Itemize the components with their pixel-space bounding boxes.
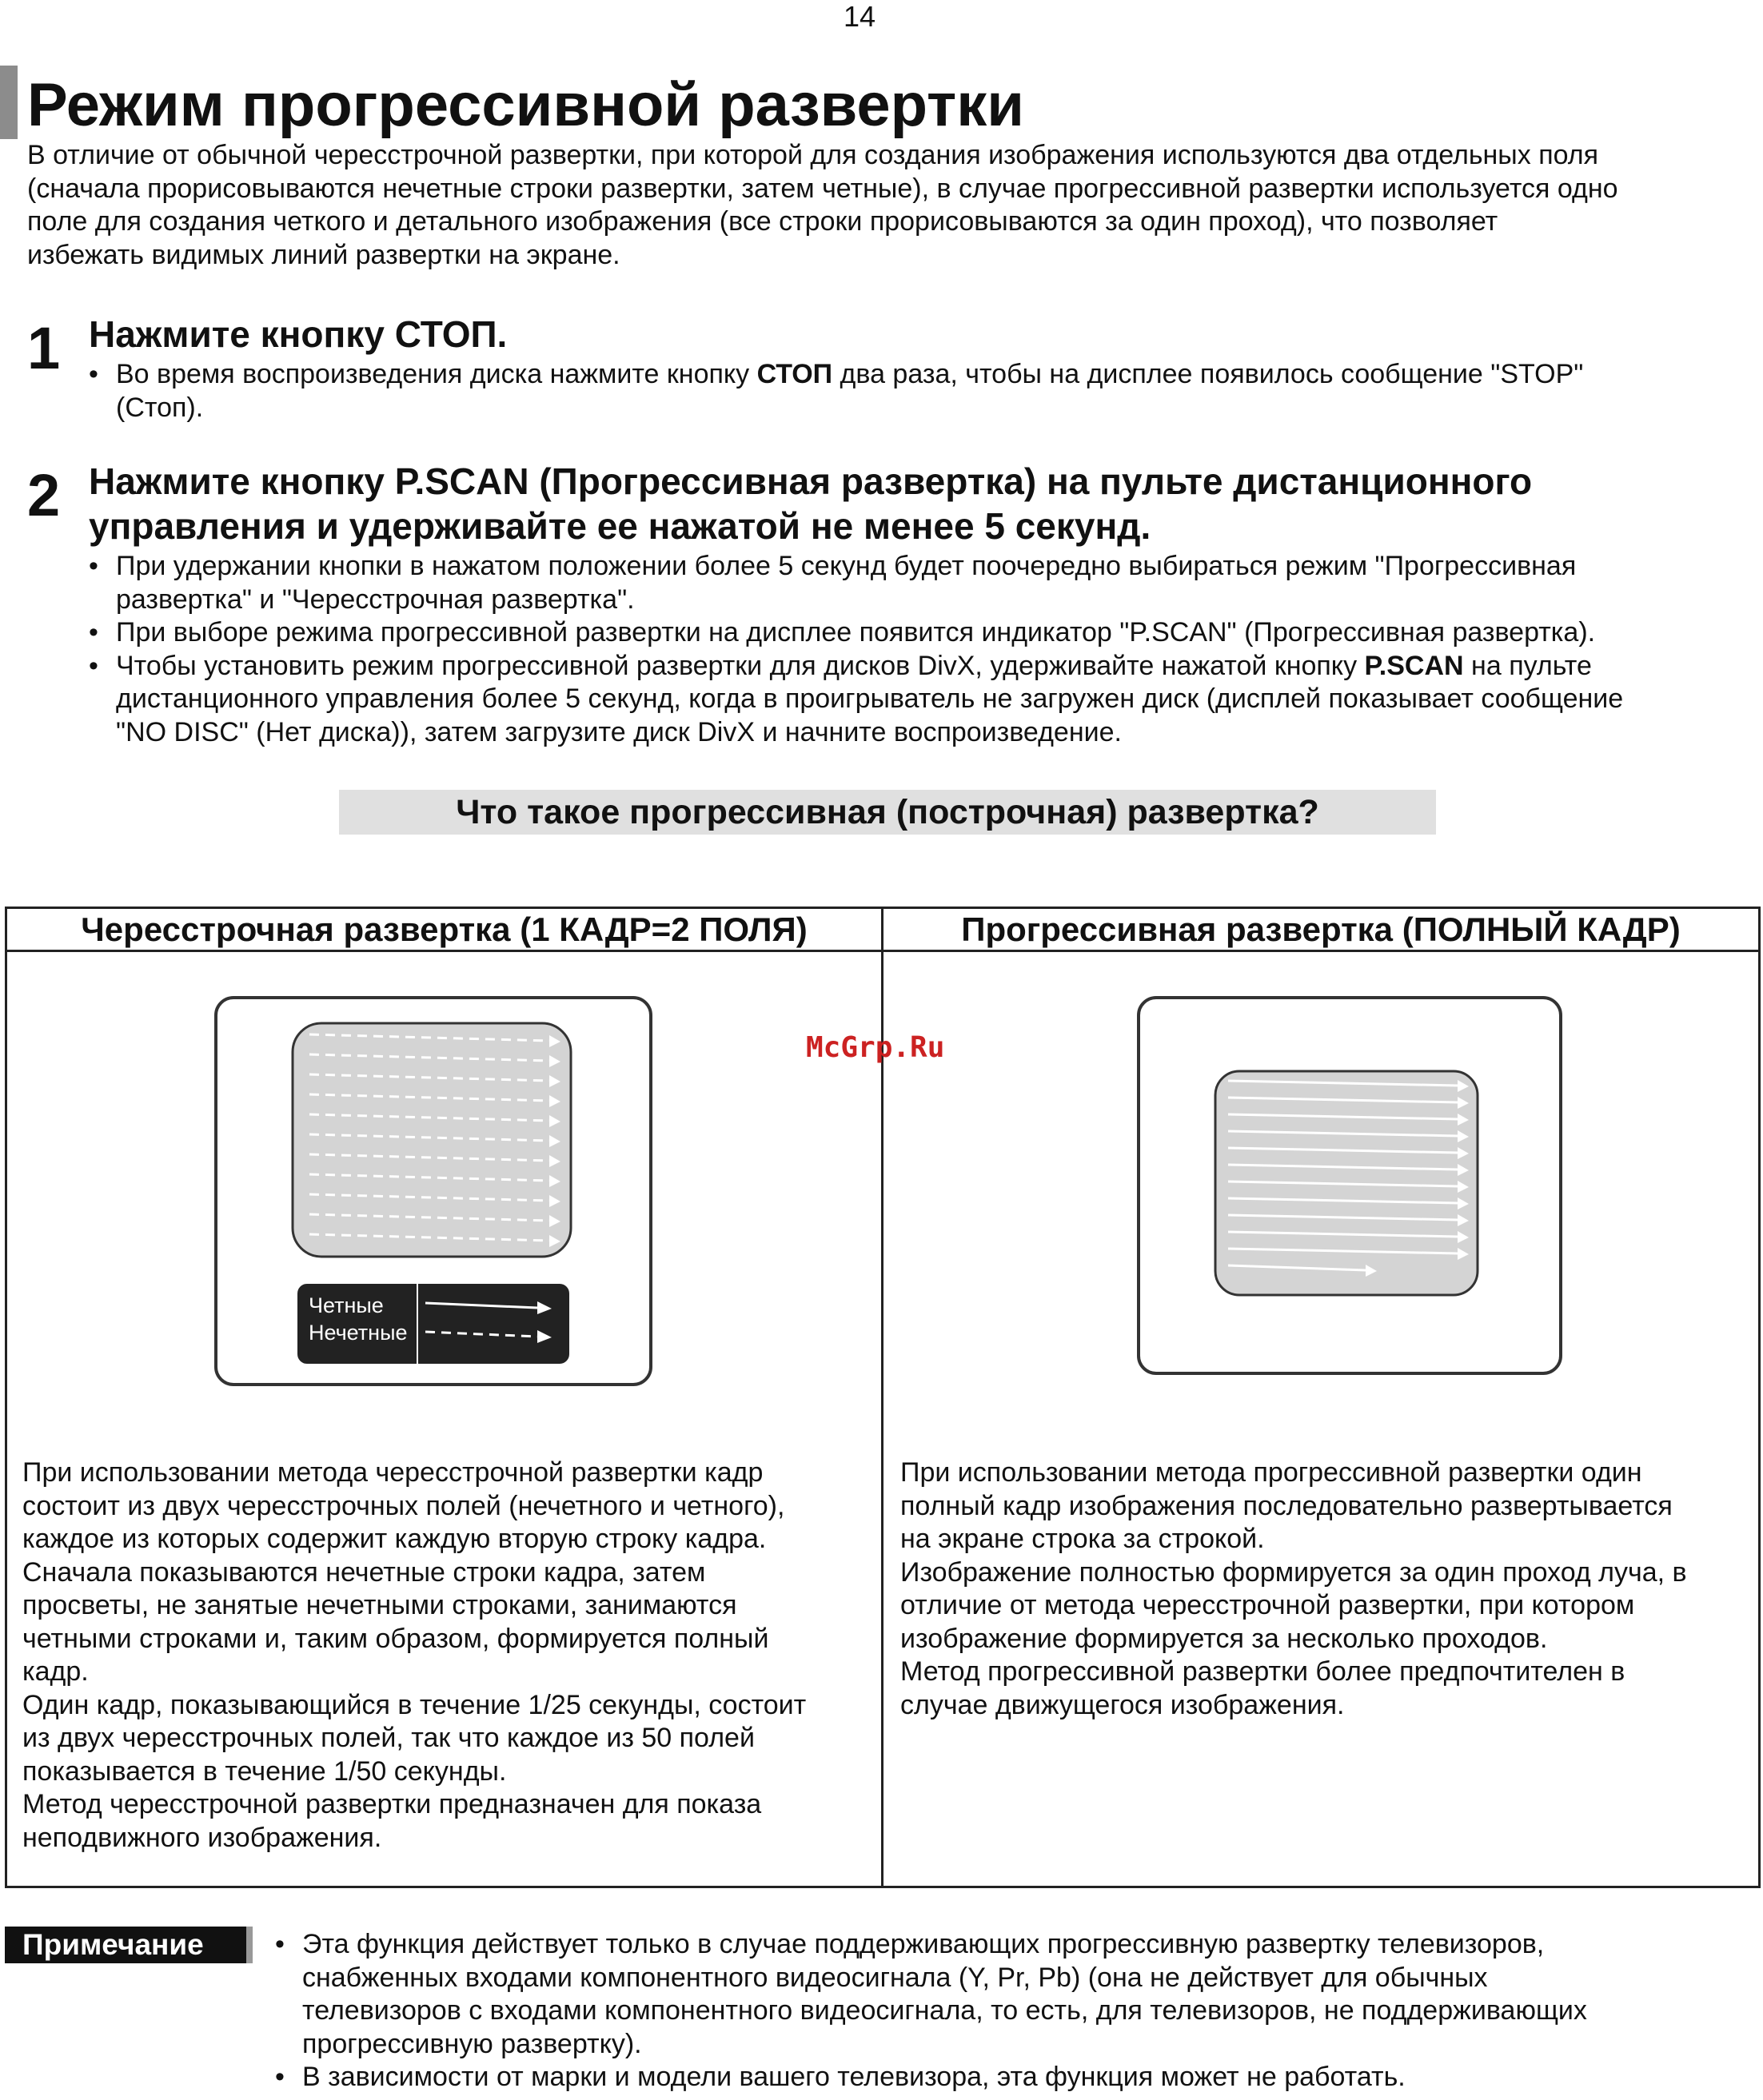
list-item xyxy=(89,550,1752,616)
bullet-line: • При удержании кнопки в нажатом положении более 5 секунд будет поочередно выбираться режим "Прогрессивная xyxy=(116,551,1577,581)
intro-line: поле для создания четкого и детального изображения (все строки прорисовываются за один проход), что позволяет xyxy=(27,206,1498,237)
text-line: каждое из которых содержит каждую вторую строку кадра. xyxy=(22,1524,767,1554)
bullet-line: дистанционного управления более 5 секунд, когда в проигрыватель не загружен диск (дисплей показывает сообщение xyxy=(116,683,1624,714)
bullet-line: • Эта функция действует только в случае поддерживающих прогрессивную развертку телевизоров, xyxy=(302,1929,1545,1959)
progressive-description xyxy=(900,1456,1752,1722)
text-line: отличие от метода чересстрочной развертки, при котором xyxy=(900,1590,1635,1620)
list-item xyxy=(89,616,1752,650)
text-line: на экране строка за строкой. xyxy=(900,1524,1265,1554)
list-item xyxy=(89,358,1752,424)
note-bullets xyxy=(275,1928,1754,2094)
bullet-line: телевизоров с входами компонентного видеосигнала, то есть, для телевизоров, не поддерживающих xyxy=(302,1995,1587,2026)
step-1-number: 1 xyxy=(27,315,61,381)
step-2-title-line: управления и удерживайте ее нажатой не менее 5 секунд. xyxy=(89,505,1151,547)
bullet-line: • При выборе режима прогрессивной развертки на дисплее появится индикатор "P.SCAN" (Прогрессивная развертка). xyxy=(116,617,1596,648)
section-subheading: Что такое прогрессивная (построчная) развертка? xyxy=(339,790,1436,835)
step-2-number: 2 xyxy=(27,462,61,528)
bullet-line: • Чтобы установить режим прогрессивной развертки для дисков DivX, удерживайте нажатой кнопку P.SCAN на пульте xyxy=(116,650,1592,681)
bullet-line: снабженных входами компонентного видеосигнала (Y, Pr, Pb) (она не действует для обычных xyxy=(302,1962,1488,1993)
step-1-title: Нажмите кнопку СТОП. xyxy=(89,313,508,355)
legend-even-label: Четные xyxy=(309,1293,384,1317)
text-line: изображение формируется за несколько проходов. xyxy=(900,1623,1548,1654)
text-line: Изображение полностью формируется за один проход луча, в xyxy=(900,1556,1687,1588)
bullet-line: • В зависимости от марки и модели вашего телевизора, эта функция может не работать. xyxy=(302,2062,1406,2092)
stop-button-name: СТОП xyxy=(756,359,833,389)
progressive-tv-illustration xyxy=(1134,994,1566,1377)
watermark: McGrp.Ru xyxy=(806,1031,945,1064)
bullet-line: "NO DISC" (Нет диска)), затем загрузите диск DivX и начните воспроизведение. xyxy=(116,716,1122,747)
title-accent-bar xyxy=(0,66,18,139)
text-line: Сначала показываются нечетные строки кадра, затем xyxy=(22,1556,706,1588)
intro-line: (сначала прорисовываются нечетные строки развертки, затем четные), в случае прогрессивной развертки используется одно xyxy=(27,173,1618,204)
text-line: четными строками и, таким образом, формируется полный xyxy=(22,1623,769,1654)
bullet-line: (Стоп). xyxy=(116,392,204,423)
text-line: показывается в течение 1/50 секунды. xyxy=(22,1755,507,1787)
text-line: полный кадр изображения последовательно развертывается xyxy=(900,1490,1673,1521)
text-line: состоит из двух чересстрочных полей (нечетного и четного), xyxy=(22,1490,785,1521)
legend-odd-label: Нечетные xyxy=(309,1321,408,1345)
interlaced-header: Чересстрочная развертка (1 КАДР=2 ПОЛЯ) xyxy=(81,911,808,948)
step-2-title-line: Нажмите кнопку P.SCAN (Прогрессивная развертка) на пульте дистанционного xyxy=(89,460,1533,502)
text-line: неподвижного изображения. xyxy=(22,1822,382,1853)
pscan-button-name: P.SCAN xyxy=(1364,650,1464,681)
step-1-bullets xyxy=(89,358,1752,424)
page-number: 14 xyxy=(843,0,876,33)
text-line: просветы, не занятые нечетными строками, занимаются xyxy=(22,1590,737,1620)
progressive-header: Прогрессивная развертка (ПОЛНЫЙ КАДР) xyxy=(961,911,1681,948)
step-2-bullets xyxy=(89,550,1752,749)
bullet-line: прогрессивную развертку). xyxy=(302,2028,642,2059)
page-title: Режим прогрессивной развертки xyxy=(27,71,1025,139)
list-item xyxy=(275,1928,1754,2061)
text-line: Метод прогрессивной развертки более предпочтителен в xyxy=(900,1656,1625,1687)
interlaced-tv-illustration xyxy=(209,994,657,1391)
text-line: При использовании метода прогрессивной развертки один xyxy=(900,1457,1642,1488)
intro-line: избежать видимых линий развертки на экране. xyxy=(27,239,620,270)
intro-line: В отличие от обычной чересстрочной развертки, при которой для создания изображения используются два отдельных поля xyxy=(27,140,1599,170)
tv-screen xyxy=(293,1023,571,1257)
bullet-line: развертка" и "Чересстрочная развертка". xyxy=(116,584,635,615)
text-line: случае движущегося изображения. xyxy=(900,1689,1345,1720)
text-line: Один кадр, показывающийся в течение 1/25 секунды, состоит xyxy=(22,1689,807,1720)
list-item xyxy=(275,2061,1754,2094)
bullet-line: • Во время воспроизведения диска нажмите кнопку СТОП два раза, чтобы на дисплее появилось сообщение "STOP" xyxy=(116,359,1584,389)
text-line: Метод чересстрочной развертки предназначен для показа xyxy=(22,1789,762,1819)
text-line: При использовании метода чересстрочной развертки кадр xyxy=(22,1457,764,1488)
intro-paragraph xyxy=(27,139,1746,272)
interlaced-description xyxy=(22,1456,870,1855)
text-line: кадр. xyxy=(22,1656,89,1687)
note-label: Примечание xyxy=(5,1927,253,1963)
text-line: из двух чересстрочных полей, так что каждое из 50 полей xyxy=(22,1723,755,1753)
list-item xyxy=(89,650,1752,750)
